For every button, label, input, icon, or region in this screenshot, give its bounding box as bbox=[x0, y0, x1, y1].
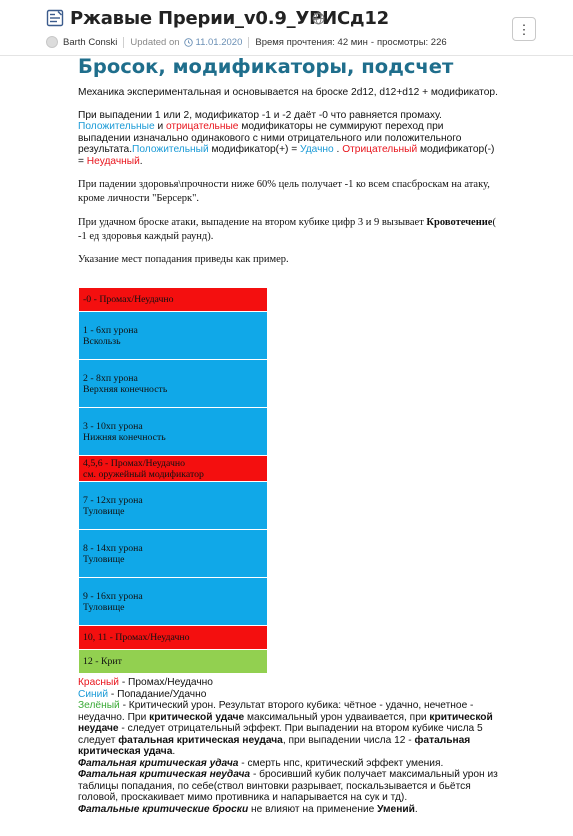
positive-text: Положительные bbox=[78, 121, 155, 132]
table-row bbox=[79, 288, 267, 312]
paragraph-health: При падении здоровья\прочности ниже 60% цель получает -1 ко всем спасброскам на атаку, кроме личности "Берсерк". bbox=[78, 179, 490, 204]
more-options-button[interactable] bbox=[512, 17, 536, 41]
meta-dash: - bbox=[370, 36, 374, 48]
table-cell-line1: 1 - 6хп урона bbox=[83, 324, 138, 336]
table-row bbox=[79, 578, 267, 626]
meta-divider bbox=[123, 37, 124, 48]
document-icon bbox=[46, 9, 64, 27]
table-cell-line2: Нижняя конечность bbox=[83, 431, 166, 443]
paragraph-modifiers: При выпадении 1 или 2, модификатор -1 и -2 даёт -0 что равняется промаху. Положительные и отрицательные модификаторы не суммируют переход при выпадении изначально одинакового с ними отрицательного или положительного результата.Положительный модификатор(+) = Удачно . Отрицательный модификатор(-) = Неудачный. bbox=[78, 109, 495, 167]
paragraph-mechanics: Механика экспериментальная и основывается на броске 2d12, d12+d12 + модификатор. bbox=[78, 87, 498, 98]
legend-green: Зелёный - Критический урон. Результат второго кубика: чётное - удачно, нечетное - неудачно. При критической удаче максимальный урон удваивается, при критической неудаче - следует отрицательный эффект. При выпадении на втором кубике числа 5 следует фатальная критическая неудача, при выпадении числа 12 - фатальная критическая удача. bbox=[78, 700, 493, 757]
updated-label: Updated on bbox=[130, 36, 180, 48]
hit-location-table bbox=[79, 288, 267, 674]
read-time: Время прочтения: 42 мин bbox=[255, 36, 368, 48]
table-cell-line1: 7 - 12хп урона bbox=[83, 494, 143, 506]
document-meta bbox=[46, 35, 447, 49]
more-icon: ⋮ bbox=[517, 21, 531, 37]
table-row bbox=[79, 312, 267, 360]
table-row bbox=[79, 408, 267, 456]
avatar[interactable] bbox=[46, 36, 58, 48]
table-cell-line2: см. оружейный модификатор bbox=[83, 468, 204, 480]
success-text: Удачно bbox=[300, 144, 334, 155]
clock-icon bbox=[184, 38, 193, 47]
table-row bbox=[79, 530, 267, 578]
table-cell-line1: 12 - Крит bbox=[83, 656, 122, 667]
document-body bbox=[78, 55, 498, 267]
table-cell-line1: 4,5,6 - Промах/Неудачно bbox=[83, 457, 186, 469]
table-cell-line1: 9 - 16хп урона bbox=[83, 590, 143, 602]
author-name[interactable]: Barth Conski bbox=[63, 36, 118, 48]
legend-block bbox=[78, 677, 498, 815]
document-header bbox=[0, 0, 573, 56]
bleed-term: Кровотечение bbox=[426, 217, 493, 228]
fatal-success-definition: Фатальная критическая удача - смерть нпс, критический эффект умения. bbox=[78, 757, 444, 769]
table-row bbox=[79, 650, 267, 674]
table-cell-line1: 2 - 8хп урона bbox=[83, 372, 138, 384]
negative-text: отрицательные bbox=[165, 121, 239, 132]
legend-red: Красный - Промах/Неудачно bbox=[78, 677, 213, 688]
table-cell-line2: Туловище bbox=[83, 553, 125, 565]
table-cell-line1: 10, 11 - Промах/Неудачно bbox=[83, 632, 190, 643]
table-cell-line1: -0 - Промах/Неудачно bbox=[83, 294, 174, 305]
paragraph-bleeding: При удачном броске атаки, выпадение на втором кубике цифр 3 и 9 вызывает Кровотечение( -1 ед здоровья каждый раунд). bbox=[78, 217, 496, 242]
table-cell-line2: Туловище bbox=[83, 601, 125, 613]
fatal-fail-definition: Фатальная критическая неудача - бросивший кубик получает максимальный урон из таблицы попадания, по себе(ствол винтовки разрывает, поскальзывается и бьётся головой, проскакивает мимо противника и напарывается на сук и тд). bbox=[78, 769, 498, 803]
table-row bbox=[79, 482, 267, 530]
table-cell-line2: Вскользь bbox=[83, 335, 121, 347]
view-count: просмотры: 226 bbox=[377, 36, 447, 48]
positive-modifier-text: Положительный bbox=[132, 144, 209, 155]
fail-text: Неудачный bbox=[86, 155, 140, 167]
table-cell-line1: 3 - 10хп урона bbox=[83, 420, 143, 432]
document-title: Ржавые Прерии_v0.9_УРИСд12 bbox=[70, 8, 390, 29]
globe-icon[interactable] bbox=[312, 12, 325, 25]
fatal-skills-note: Фатальные критические броски не влияют на применение Умений. bbox=[78, 803, 418, 815]
legend-blue: Синий - Попадание/Удачно bbox=[78, 688, 207, 700]
table-row bbox=[79, 626, 267, 650]
meta-divider bbox=[248, 37, 249, 48]
updated-date: 11.01.2020 bbox=[195, 36, 243, 48]
table-cell-line2: Туловище bbox=[83, 505, 125, 517]
section-heading: Бросок, модификаторы, подсчет bbox=[78, 55, 454, 78]
table-row bbox=[79, 456, 267, 482]
negative-modifier-text: Отрицательный bbox=[342, 144, 418, 155]
table-row bbox=[79, 360, 267, 408]
table-cell-line1: 8 - 14хп урона bbox=[83, 542, 143, 554]
table-cell-line2: Верхняя конечность bbox=[83, 383, 168, 395]
paragraph-hit-intro: Указание мест попадания приведы как пример. bbox=[78, 254, 289, 265]
